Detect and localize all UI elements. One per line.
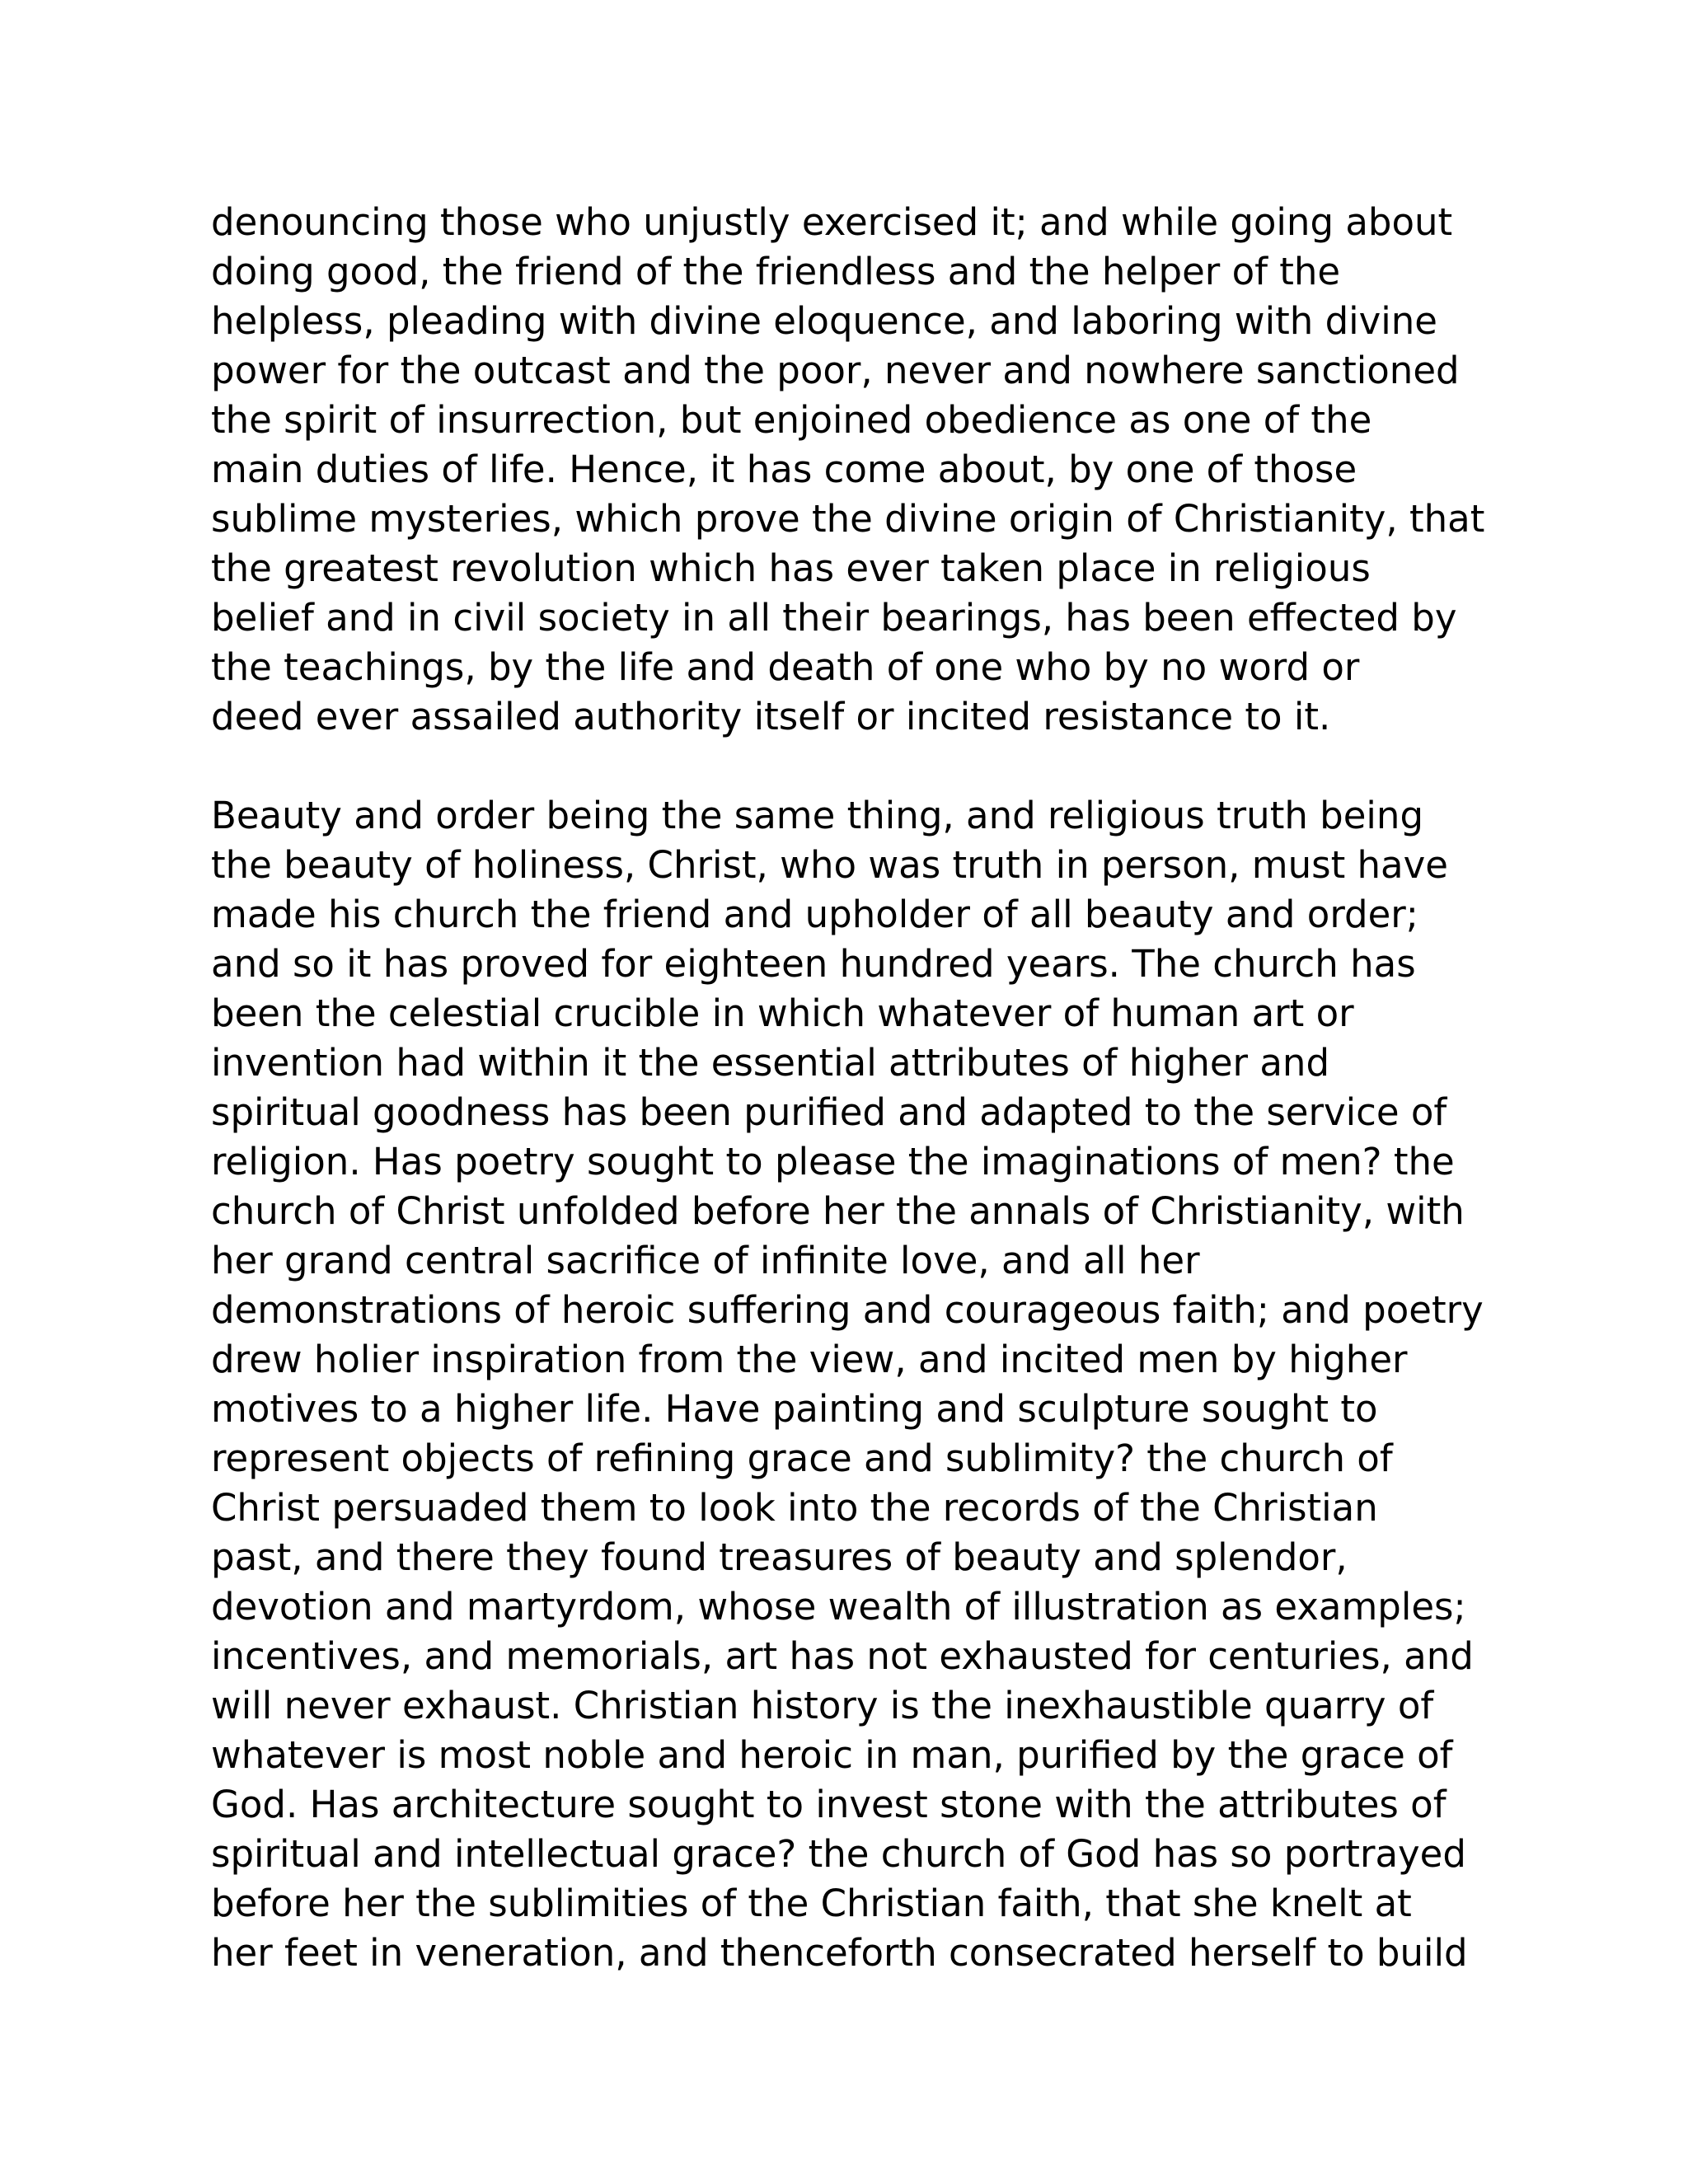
text-line: motives to a higher life. Have painting and sculpture sought to — [211, 1387, 1378, 1431]
text-line: the beauty of holiness, Christ, who was truth in person, must have — [211, 843, 1448, 887]
text-line: will never exhaust. Christian history is the inexhaustible quarry of — [211, 1684, 1434, 1727]
text-line: Beauty and order being the same thing, and religious truth being — [211, 794, 1424, 837]
text-line: sublime mysteries, which prove the divine origin of Christianity, that — [211, 497, 1485, 541]
text-line: made his church the friend and upholder of all beauty and order; — [211, 893, 1418, 936]
text-line: been the celestial crucible in which whatever of human art or — [211, 991, 1354, 1035]
text-line: main duties of life. Hence, it has come about, by one of those — [211, 448, 1357, 491]
text-line: the greatest revolution which has ever taken place in religious — [211, 546, 1371, 590]
text-line: her grand central sacrifice of infinite love, and all her — [211, 1239, 1200, 1282]
paragraph-2 — [211, 791, 1513, 1978]
body-text — [211, 198, 1513, 1978]
text-line: doing good, the friend of the friendless and the helper of the — [211, 250, 1341, 293]
text-line: whatever is most noble and heroic in man, purified by the grace of — [211, 1733, 1453, 1777]
text-line: God. Has architecture sought to invest stone with the attributes of — [211, 1783, 1447, 1826]
text-line: represent objects of refining grace and sublimity? the church of — [211, 1436, 1393, 1480]
text-line: belief and in civil society in all their bearings, has been effected by — [211, 596, 1457, 640]
text-line: spiritual goodness has been purified and adapted to the service of — [211, 1090, 1447, 1134]
text-line: invention had within it the essential attributes of higher and — [211, 1041, 1330, 1085]
text-line: spiritual and intellectual grace? the church of God has so portrayed — [211, 1832, 1466, 1876]
text-line: devotion and martyrdom, whose wealth of illustration as examples; — [211, 1585, 1466, 1629]
text-line: denouncing those who unjustly exercised it; and while going about — [211, 200, 1453, 244]
text-line: the spirit of insurrection, but enjoined obedience as one of the — [211, 398, 1372, 442]
text-line: before her the sublimities of the Christian faith, that she knelt at — [211, 1882, 1412, 1925]
text-line: helpless, pleading with divine eloquence, and laboring with divine — [211, 299, 1437, 343]
text-line: Christ persuaded them to look into the records of the Christian — [211, 1486, 1378, 1530]
text-line: drew holier inspiration from the view, and incited men by higher — [211, 1338, 1408, 1381]
text-line: and so it has proved for eighteen hundred years. The church has — [211, 942, 1416, 986]
text-line: incentives, and memorials, art has not exhausted for centuries, and — [211, 1634, 1474, 1678]
paragraph-1 — [211, 198, 1513, 742]
text-line: deed ever assailed authority itself or incited resistance to it. — [211, 695, 1331, 738]
text-line: power for the outcast and the poor, never and nowhere sanctioned — [211, 349, 1460, 392]
text-line: religion. Has poetry sought to please the imaginations of men? the — [211, 1140, 1455, 1183]
text-line: demonstrations of heroic suffering and courageous faith; and poetry — [211, 1288, 1484, 1332]
text-line: her feet in veneration, and thenceforth consecrated herself to build — [211, 1931, 1468, 1975]
text-line: the teachings, by the life and death of one who by no word or — [211, 645, 1360, 689]
text-line: church of Christ unfolded before her the annals of Christianity, with — [211, 1189, 1465, 1233]
text-line: past, and there they found treasures of beauty and splendor, — [211, 1535, 1348, 1579]
